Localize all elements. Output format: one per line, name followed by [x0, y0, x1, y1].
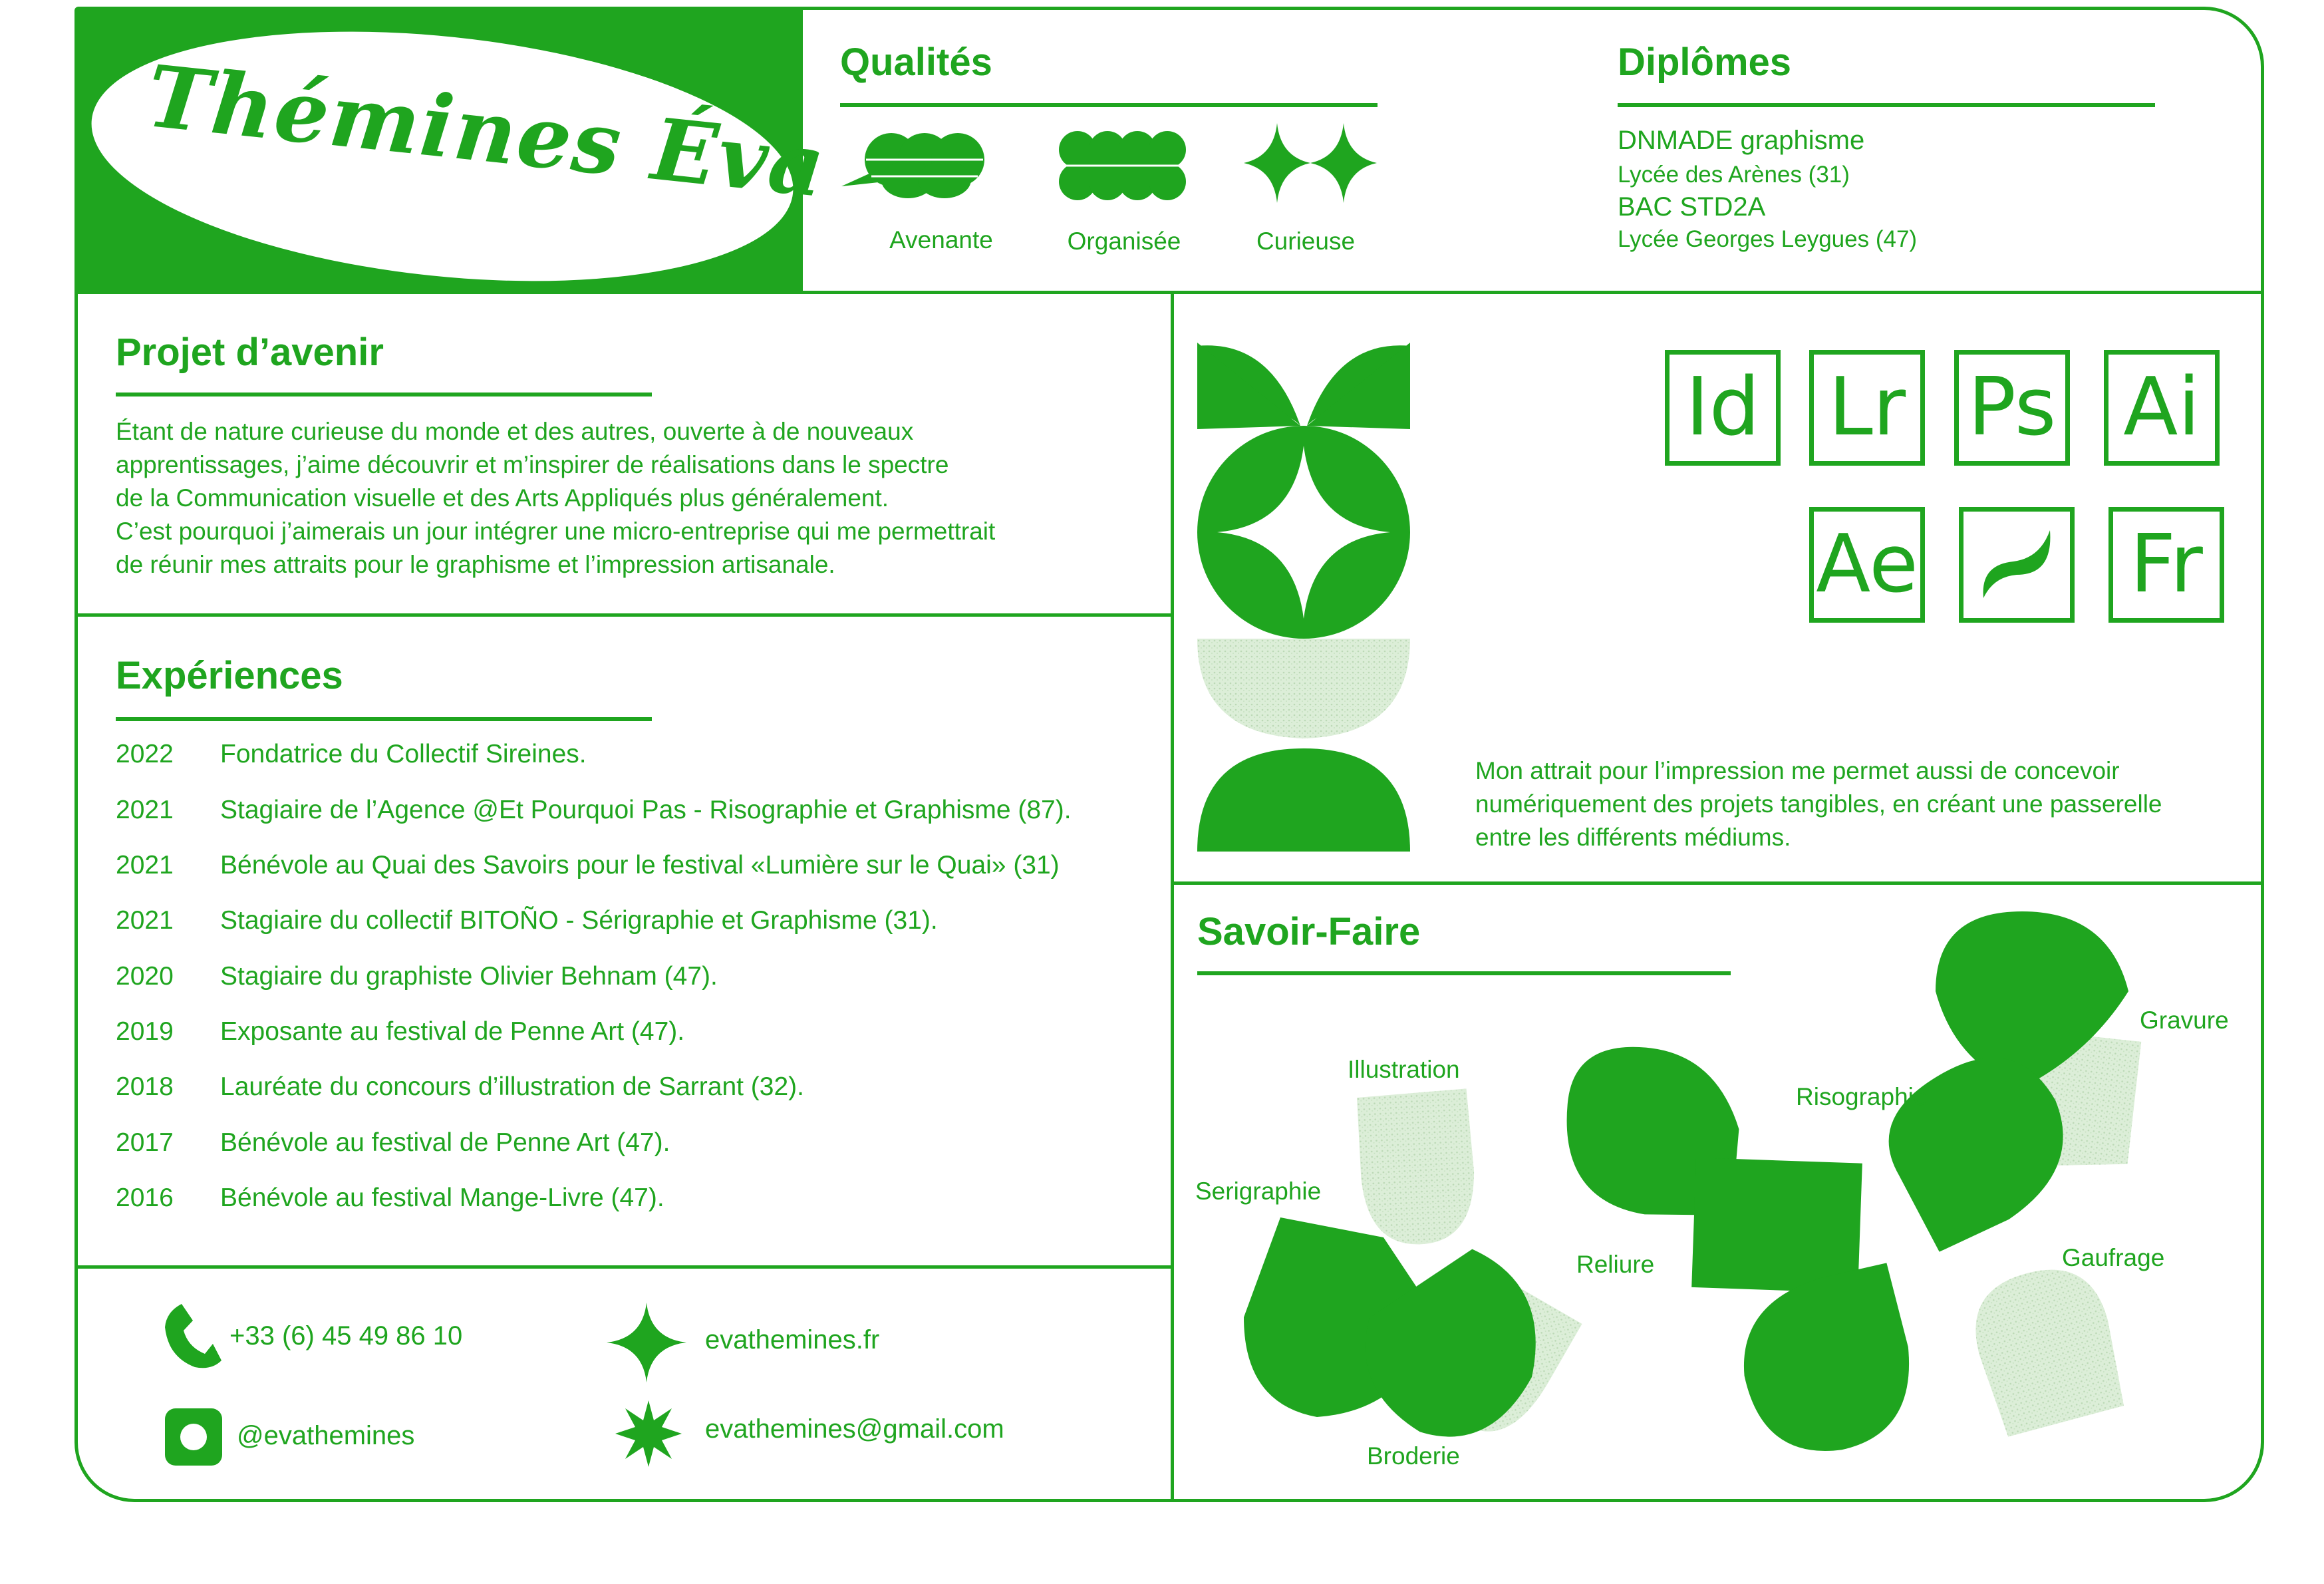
quality-label-curieuse: Curieuse [1256, 228, 1356, 255]
name-title: Thémines Éva [142, 47, 831, 218]
experience-year: 2017 [116, 1128, 174, 1157]
quality-label-avenante: Avenante [889, 226, 993, 253]
experience-row [116, 1072, 804, 1102]
qualities-title: Qualités [840, 41, 992, 84]
experience-year: 2016 [116, 1184, 174, 1212]
contact-phone[interactable]: +33 (6) 45 49 86 10 [229, 1321, 463, 1350]
divider-header [74, 291, 2264, 294]
experience-row [116, 796, 1072, 825]
diploma-degree-1: DNMADE graphisme [1618, 126, 1865, 155]
instagram-icon [165, 1408, 222, 1466]
experience-text: Stagiaire du graphiste Olivier Behnam (47). [220, 962, 718, 991]
experience-text: Fondatrice du Collectif Sireines. [220, 740, 587, 768]
experience-year: 2018 [116, 1072, 174, 1101]
lightroom-icon: Lr [1809, 350, 1925, 466]
diploma-school-2: Lycée Georges Leygues (47) [1618, 226, 1918, 252]
after-effects-icon: Ae [1809, 507, 1925, 623]
experience-year: 2021 [116, 851, 174, 879]
experiences-title: Expériences [116, 654, 343, 697]
skills-title: Savoir-Faire [1197, 910, 1421, 953]
experience-row [116, 740, 587, 769]
grid-blob-icon [1058, 130, 1191, 203]
diploma-degree-2: BAC STD2A [1618, 192, 1766, 222]
divider-software [1171, 881, 2264, 885]
experience-text: Stagiaire de l’Agence @Et Pourquoi Pas - Risographie et Graphisme (87). [220, 796, 1072, 824]
quality-label-organisee: Organisée [1067, 228, 1181, 255]
indesign-icon: Id [1665, 350, 1781, 466]
diplomas-title: Diplômes [1618, 41, 1792, 84]
experience-year: 2021 [116, 796, 174, 824]
divider-experiences [74, 1265, 1172, 1269]
experience-text: Stagiaire du collectif BITOÑO - Sérigraphie et Graphisme (31). [220, 906, 938, 935]
skill-label-gravure: Gravure [2140, 1007, 2229, 1034]
experience-text: Bénévole au Quai des Savoirs pour le festival «Lumière sur le Quai» (31) [220, 851, 1060, 879]
photoshop-icon: Ps [1954, 350, 2070, 466]
divider-project [74, 613, 1172, 617]
project-line-1: Étant de nature curieuse du monde et des autres, ouverte à de nouveaux [116, 418, 914, 445]
speech-bubble-icon [838, 130, 1011, 203]
diplomas-underline [1618, 103, 2155, 107]
project-line-3: de la Communication visuelle et des Arts Appliqués plus généralement. [116, 484, 889, 512]
software-description-line-2: numériquement des projets tangibles, en créant une passerelle [1475, 790, 2162, 818]
experience-year: 2022 [116, 740, 174, 768]
skill-label-gaufrage: Gaufrage [2062, 1244, 2165, 1271]
experience-row [116, 1128, 670, 1158]
phone-icon [165, 1304, 221, 1370]
project-line-2: apprentissages, j’aime découvrir et m’inspirer de réalisations dans le spectre [116, 451, 949, 478]
experience-text: Bénévole au festival Mange-Livre (47). [220, 1184, 664, 1212]
experience-text: Exposante au festival de Penne Art (47). [220, 1017, 685, 1046]
software-description-line-3: entre les différents médiums. [1475, 824, 1791, 851]
experience-year: 2021 [116, 906, 174, 935]
contact-instagram[interactable]: @evathemines [237, 1421, 415, 1450]
project-line-4: C’est pourquoi j’aimerais un jour intégrer une micro-entreprise qui me permettrait [116, 518, 996, 545]
project-title: Projet d’avenir [116, 331, 384, 374]
starburst-icon [615, 1400, 682, 1467]
software-description-line-1: Mon attrait pour l’impression me permet aussi de concevoir [1475, 757, 2120, 784]
contact-website[interactable]: evathemines.fr [705, 1325, 880, 1354]
skill-label-broderie: Broderie [1367, 1442, 1460, 1470]
twin-stars-icon [1240, 120, 1380, 206]
contact-email[interactable]: evathemines@gmail.com [705, 1414, 1004, 1444]
experience-row [116, 906, 938, 935]
skill-label-illustration: Illustration [1348, 1056, 1460, 1083]
experience-year: 2020 [116, 962, 174, 991]
skill-label-serigraphie: Serigraphie [1195, 1178, 1322, 1205]
qualities-underline [840, 103, 1378, 107]
experience-row [116, 851, 1060, 880]
experience-text: Bénévole au festival de Penne Art (47). [220, 1128, 670, 1157]
illustrator-icon: Ai [2104, 350, 2220, 466]
skill-label-risographie: Risographie [1796, 1083, 1928, 1110]
experience-text: Lauréate du concours d’illustration de Sarrant (32). [220, 1072, 804, 1101]
experience-row [116, 962, 718, 991]
experiences-underline [116, 717, 652, 721]
diploma-school-1: Lycée des Arènes (31) [1618, 162, 1850, 188]
divider-vertical [1171, 291, 1174, 1502]
fresco-icon: Fr [2108, 507, 2224, 623]
sparkle-icon [607, 1303, 686, 1382]
experience-year: 2019 [116, 1017, 174, 1046]
experience-row [116, 1184, 664, 1213]
project-underline [116, 393, 652, 396]
project-line-5: de réunir mes attraits pour le graphisme et l’impression artisanale. [116, 551, 835, 578]
brush-stroke-icon [1959, 507, 2075, 623]
skill-label-reliure: Reliure [1576, 1251, 1655, 1278]
skills-shapes-illustration [1244, 898, 2228, 1484]
experience-row [116, 1017, 684, 1046]
decorative-shapes-column [1197, 336, 1417, 855]
